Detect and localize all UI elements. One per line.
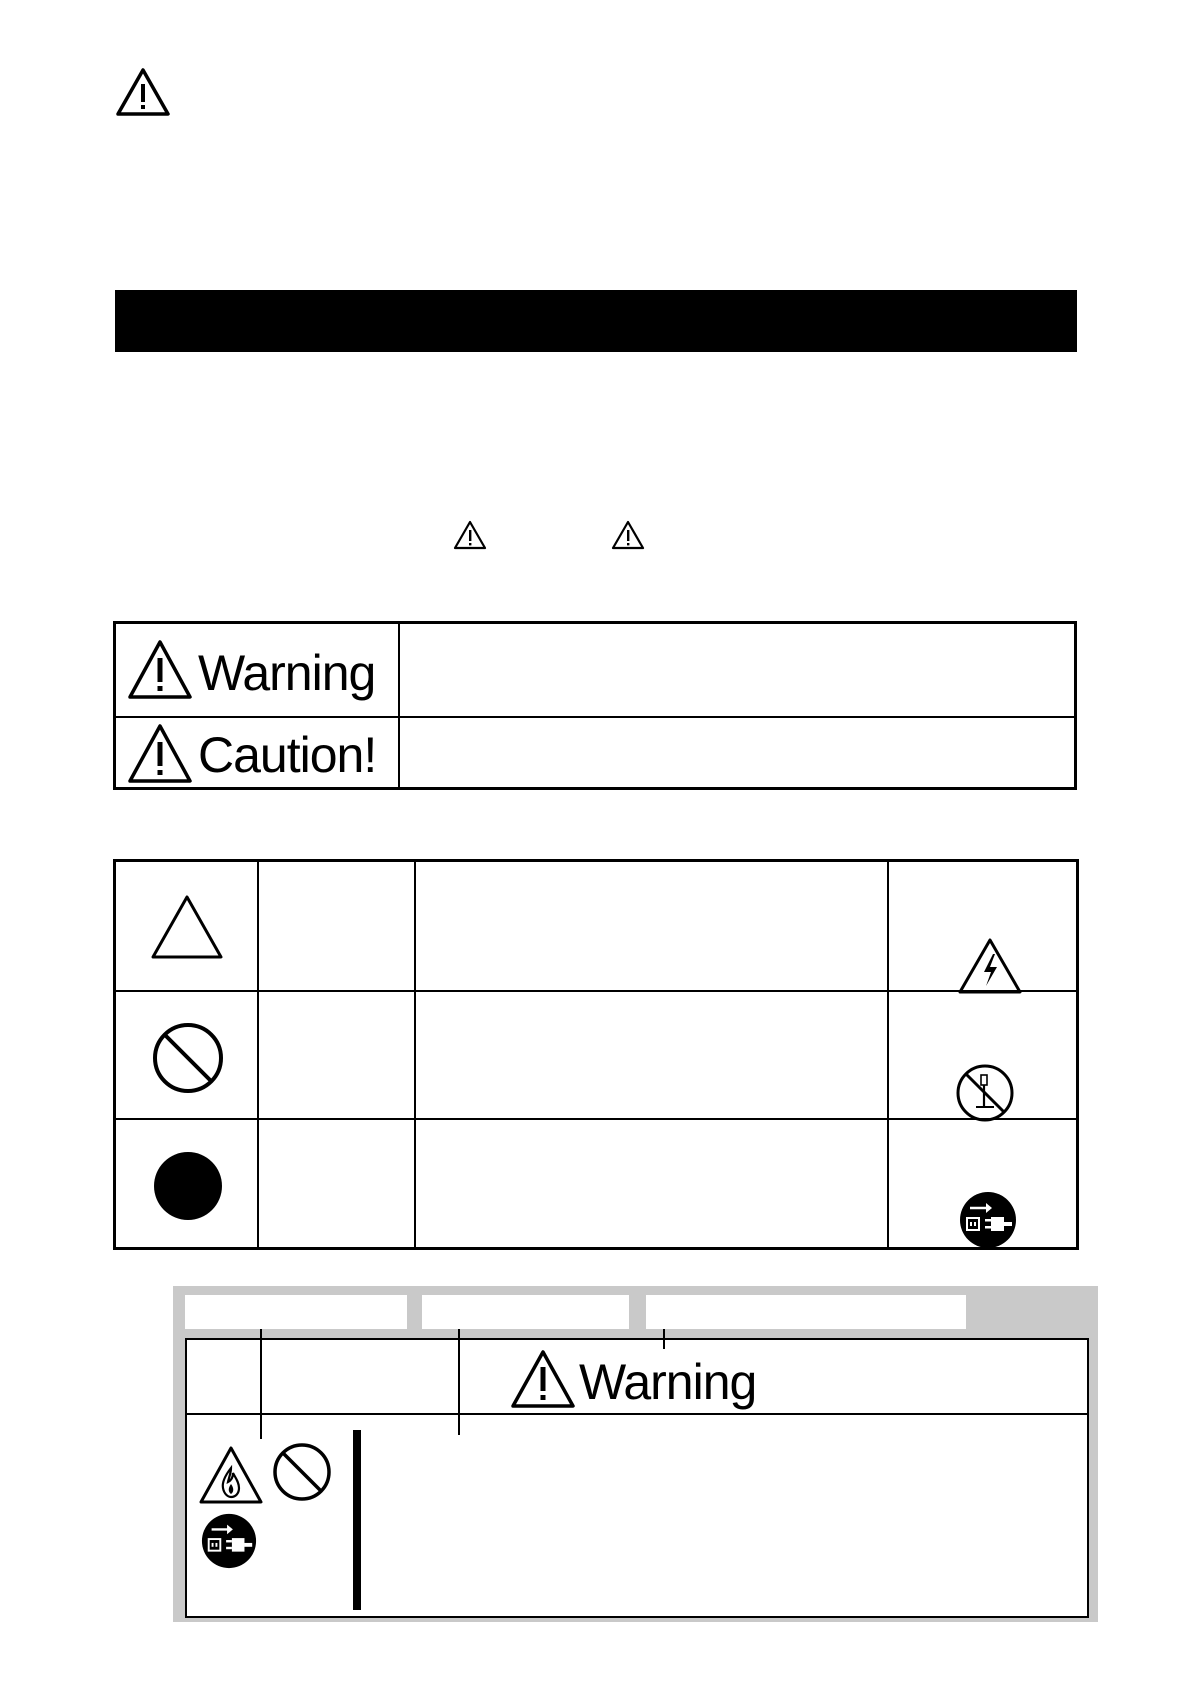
inline-caution-icon xyxy=(610,519,646,551)
caution-triangle-icon xyxy=(126,722,194,786)
do-not-disassemble-icon xyxy=(954,1062,1016,1124)
warning-label: Warning xyxy=(198,645,376,701)
prohibition-circle-icon xyxy=(270,1440,334,1504)
signal-row-warning xyxy=(126,638,392,704)
triangle-outline-icon xyxy=(149,893,225,961)
callout-label-box xyxy=(646,1295,966,1329)
signal-word-table xyxy=(113,621,1077,790)
warning-triangle-icon xyxy=(509,1348,577,1410)
callout-pointer xyxy=(458,1329,460,1435)
example-warning-label: Warning xyxy=(579,1354,757,1410)
emphasis-bar xyxy=(353,1430,361,1610)
section-header-bar xyxy=(115,290,1077,352)
callout-label-box xyxy=(185,1295,407,1329)
symbol-table xyxy=(113,859,1079,1250)
callout-pointer xyxy=(260,1329,262,1439)
example-warning-header xyxy=(509,1348,779,1412)
callout-pointer xyxy=(663,1329,665,1349)
signal-row-caution xyxy=(126,722,392,786)
example-warning-frame xyxy=(185,1338,1089,1618)
solid-circle-icon xyxy=(152,1150,224,1222)
unplug-icon xyxy=(958,1190,1018,1250)
electric-shock-icon xyxy=(957,937,1023,995)
prohibition-circle-icon xyxy=(150,1020,226,1096)
callout-label-box xyxy=(422,1295,629,1329)
caution-triangle-icon xyxy=(114,66,172,118)
warning-triangle-icon xyxy=(126,638,194,702)
fire-hazard-icon xyxy=(197,1444,265,1506)
caution-label: Caution! xyxy=(198,727,377,783)
example-panel xyxy=(173,1286,1098,1622)
unplug-icon xyxy=(200,1512,258,1570)
inline-caution-icon xyxy=(452,519,488,551)
